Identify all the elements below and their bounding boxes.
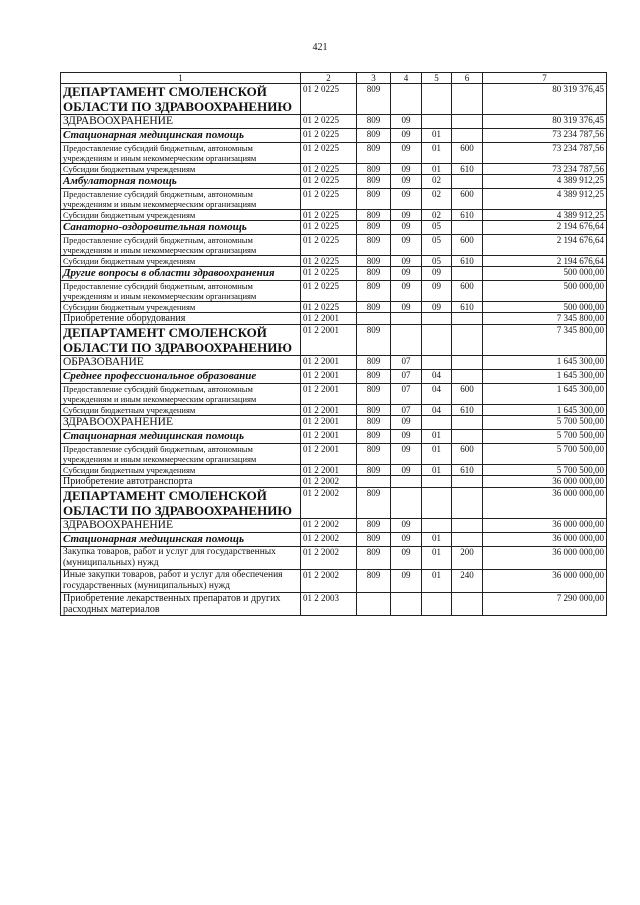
target-article-code: 01 2 0225 [301,281,357,302]
section-code: 09 [391,533,422,547]
expense-type-code [452,267,483,281]
target-article-code: 01 2 2002 [301,519,357,533]
administrator-code: 809 [357,221,391,235]
section-code: 09 [391,267,422,281]
table-row [61,267,607,281]
subsection-code: 01 [422,164,452,175]
administrator-code: 809 [357,281,391,302]
administrator-code: 809 [357,533,391,547]
administrator-code: 809 [357,164,391,175]
expense-type-code: 600 [452,281,483,302]
expense-type-code [452,325,483,356]
subsection-code: 04 [422,405,452,416]
row-name: Среднее профессиональное образование [61,370,301,384]
subsection-code: 02 [422,210,452,221]
section-code [391,593,422,616]
table-row [61,570,607,593]
amount: 5 700 500,00 [483,465,607,476]
row-name: Приобретение лекарственных препаратов и других расходных материалов [61,593,301,616]
expense-type-code [452,115,483,129]
section-code: 09 [391,210,422,221]
administrator-code: 809 [357,416,391,430]
subsection-code: 01 [422,430,452,444]
amount: 2 194 676,64 [483,256,607,267]
row-name: Приобретение автотранспорта [61,476,301,488]
row-name: Предоставление субсидий бюджетным, автономным учреждениям и иным некоммерческим организациям [61,444,301,465]
subsection-code [422,593,452,616]
section-code: 09 [391,129,422,143]
target-article-code: 01 2 2002 [301,533,357,547]
amount: 36 000 000,00 [483,476,607,488]
expense-type-code: 610 [452,465,483,476]
administrator-code: 809 [357,84,391,115]
subsection-code: 02 [422,189,452,210]
target-article-code: 01 2 0225 [301,84,357,115]
section-code: 09 [391,115,422,129]
row-name: ДЕПАРТАМЕНТ СМОЛЕНСКОЙ ОБЛАСТИ ПО ЗДРАВООХРАНЕНИЮ [61,325,301,356]
target-article-code: 01 2 2001 [301,444,357,465]
administrator-code: 809 [357,325,391,356]
table-row [61,416,607,430]
expense-type-code [452,221,483,235]
administrator-code: 809 [357,175,391,189]
expense-type-code [452,430,483,444]
subsection-code [422,115,452,129]
expense-type-code: 610 [452,210,483,221]
amount: 36 000 000,00 [483,488,607,519]
administrator-code: 809 [357,519,391,533]
subsection-code: 01 [422,547,452,570]
expense-type-code [452,593,483,616]
expense-type-code [452,476,483,488]
row-name: Приобретение оборудования [61,313,301,325]
section-code: 09 [391,444,422,465]
target-article-code: 01 2 0225 [301,164,357,175]
subsection-code: 01 [422,143,452,164]
row-name: ЗДРАВООХРАНЕНИЕ [61,416,301,430]
subsection-code: 09 [422,267,452,281]
administrator-code: 809 [357,384,391,405]
table-row [61,325,607,356]
subsection-code: 05 [422,256,452,267]
subsection-code: 01 [422,570,452,593]
amount: 36 000 000,00 [483,547,607,570]
target-article-code: 01 2 2002 [301,476,357,488]
amount: 500 000,00 [483,281,607,302]
administrator-code: 809 [357,488,391,519]
section-code: 09 [391,175,422,189]
section-code: 07 [391,356,422,370]
amount: 36 000 000,00 [483,533,607,547]
table-row [61,444,607,465]
target-article-code: 01 2 2003 [301,593,357,616]
column-number: 2 [301,73,357,84]
amount: 7 345 800,00 [483,313,607,325]
section-code [391,476,422,488]
expense-type-code: 600 [452,235,483,256]
amount: 4 389 912,25 [483,189,607,210]
table-row [61,143,607,164]
administrator-code: 809 [357,547,391,570]
target-article-code: 01 2 2002 [301,547,357,570]
administrator-code: 809 [357,256,391,267]
amount: 1 645 300,00 [483,356,607,370]
row-name: Предоставление субсидий бюджетным, автономным учреждениям и иным некоммерческим организациям [61,189,301,210]
subsection-code [422,476,452,488]
target-article-code: 01 2 2001 [301,356,357,370]
section-code [391,84,422,115]
row-name: Закупка товаров, работ и услуг для государственных (муниципальных) нужд [61,547,301,570]
row-name: ДЕПАРТАМЕНТ СМОЛЕНСКОЙ ОБЛАСТИ ПО ЗДРАВООХРАНЕНИЮ [61,84,301,115]
amount: 36 000 000,00 [483,570,607,593]
row-name: ЗДРАВООХРАНЕНИЕ [61,519,301,533]
row-name: Предоставление субсидий бюджетным, автономным учреждениям и иным некоммерческим организациям [61,235,301,256]
expense-type-code: 610 [452,256,483,267]
target-article-code: 01 2 2001 [301,370,357,384]
target-article-code: 01 2 2002 [301,488,357,519]
table-row [61,164,607,175]
row-name: Субсидии бюджетным учреждениям [61,405,301,416]
subsection-code [422,325,452,356]
amount: 500 000,00 [483,302,607,313]
target-article-code: 01 2 2001 [301,430,357,444]
subsection-code: 01 [422,533,452,547]
row-name: Стационарная медицинская помощь [61,129,301,143]
expense-type-code: 610 [452,405,483,416]
section-code: 09 [391,302,422,313]
target-article-code: 01 2 2001 [301,416,357,430]
target-article-code: 01 2 0225 [301,129,357,143]
subsection-code [422,356,452,370]
expense-type-code: 200 [452,547,483,570]
administrator-code: 809 [357,189,391,210]
amount: 5 700 500,00 [483,416,607,430]
table-row [61,476,607,488]
table-row [61,189,607,210]
amount: 4 389 912,25 [483,175,607,189]
expense-type-code: 610 [452,302,483,313]
administrator-code: 809 [357,115,391,129]
amount: 500 000,00 [483,267,607,281]
section-code [391,488,422,519]
section-code: 09 [391,143,422,164]
amount: 1 645 300,00 [483,370,607,384]
administrator-code: 809 [357,405,391,416]
amount: 36 000 000,00 [483,519,607,533]
row-name: Субсидии бюджетным учреждениям [61,164,301,175]
expense-type-code [452,84,483,115]
amount: 7 345 800,00 [483,325,607,356]
amount: 73 234 787,56 [483,164,607,175]
section-code: 09 [391,465,422,476]
section-code [391,325,422,356]
target-article-code: 01 2 2001 [301,405,357,416]
administrator-code: 809 [357,267,391,281]
row-name: Стационарная медицинская помощь [61,533,301,547]
subsection-code: 09 [422,281,452,302]
table-row [61,129,607,143]
administrator-code: 809 [357,302,391,313]
section-code [391,313,422,325]
subsection-code [422,519,452,533]
row-name: Санаторно-оздоровительная помощь [61,221,301,235]
target-article-code: 01 2 2001 [301,313,357,325]
section-code: 09 [391,281,422,302]
administrator-code: 809 [357,143,391,164]
target-article-code: 01 2 0225 [301,221,357,235]
target-article-code: 01 2 0225 [301,256,357,267]
column-number: 4 [391,73,422,84]
table-row [61,313,607,325]
expense-type-code: 600 [452,143,483,164]
section-code: 09 [391,221,422,235]
table-row [61,465,607,476]
column-number: 5 [422,73,452,84]
row-name: Амбулаторная помощь [61,175,301,189]
expense-type-code [452,356,483,370]
amount: 1 645 300,00 [483,405,607,416]
section-code: 09 [391,570,422,593]
target-article-code: 01 2 2001 [301,384,357,405]
table-row [61,547,607,570]
table-row [61,302,607,313]
subsection-code: 01 [422,444,452,465]
row-name: Предоставление субсидий бюджетным, автономным учреждениям и иным некоммерческим организациям [61,143,301,164]
subsection-code: 01 [422,465,452,476]
amount: 80 319 376,45 [483,115,607,129]
subsection-code: 04 [422,384,452,405]
expense-type-code: 600 [452,189,483,210]
row-name: Субсидии бюджетным учреждениям [61,465,301,476]
table-row [61,488,607,519]
administrator-code: 809 [357,570,391,593]
administrator-code: 809 [357,129,391,143]
expense-type-code [452,533,483,547]
table-row [61,533,607,547]
row-name: ЗДРАВООХРАНЕНИЕ [61,115,301,129]
budget-table [60,72,607,616]
table-row [61,356,607,370]
amount: 7 290 000,00 [483,593,607,616]
expense-type-code [452,416,483,430]
row-name: Предоставление субсидий бюджетным, автономным учреждениям и иным некоммерческим организациям [61,281,301,302]
row-name: Субсидии бюджетным учреждениям [61,256,301,267]
subsection-code: 05 [422,235,452,256]
administrator-code: 809 [357,235,391,256]
target-article-code: 01 2 0225 [301,302,357,313]
administrator-code: 809 [357,210,391,221]
target-article-code: 01 2 0225 [301,210,357,221]
expense-type-code [452,129,483,143]
table-row [61,519,607,533]
row-name: Другие вопросы в области здравоохранения [61,267,301,281]
target-article-code: 01 2 2002 [301,570,357,593]
column-number: 7 [483,73,607,84]
expense-type-code: 610 [452,164,483,175]
administrator-code [357,593,391,616]
administrator-code: 809 [357,356,391,370]
amount: 73 234 787,56 [483,129,607,143]
expense-type-code: 240 [452,570,483,593]
expense-type-code [452,175,483,189]
column-number: 6 [452,73,483,84]
subsection-code [422,488,452,519]
row-name: Иные закупки товаров, работ и услуг для обеспечения государственных (муниципальных) нужд [61,570,301,593]
column-number: 1 [61,73,301,84]
amount: 5 700 500,00 [483,444,607,465]
column-number-row [61,73,607,84]
subsection-code: 01 [422,129,452,143]
section-code: 09 [391,416,422,430]
amount: 5 700 500,00 [483,430,607,444]
section-code: 09 [391,235,422,256]
row-name: Стационарная медицинская помощь [61,430,301,444]
amount: 73 234 787,56 [483,143,607,164]
table-row [61,405,607,416]
page-number: 421 [312,42,328,53]
table-row [61,210,607,221]
row-name: Субсидии бюджетным учреждениям [61,210,301,221]
amount: 80 319 376,45 [483,84,607,115]
section-code: 09 [391,519,422,533]
expense-type-code: 600 [452,444,483,465]
expense-type-code [452,519,483,533]
administrator-code [357,476,391,488]
administrator-code: 809 [357,444,391,465]
row-name: Предоставление субсидий бюджетным, автономным учреждениям и иным некоммерческим организациям [61,384,301,405]
table-row [61,430,607,444]
section-code: 09 [391,430,422,444]
target-article-code: 01 2 2001 [301,325,357,356]
subsection-code: 04 [422,370,452,384]
subsection-code: 05 [422,221,452,235]
table-row [61,115,607,129]
administrator-code: 809 [357,430,391,444]
subsection-code: 09 [422,302,452,313]
section-code: 09 [391,547,422,570]
table-row [61,175,607,189]
table-row [61,370,607,384]
section-code: 09 [391,189,422,210]
table-row [61,384,607,405]
expense-type-code [452,488,483,519]
table-row [61,281,607,302]
amount: 4 389 912,25 [483,210,607,221]
row-name: ДЕПАРТАМЕНТ СМОЛЕНСКОЙ ОБЛАСТИ ПО ЗДРАВООХРАНЕНИЮ [61,488,301,519]
amount: 2 194 676,64 [483,221,607,235]
table-row [61,593,607,616]
expense-type-code [452,313,483,325]
row-name: Субсидии бюджетным учреждениям [61,302,301,313]
target-article-code: 01 2 0225 [301,267,357,281]
target-article-code: 01 2 2001 [301,465,357,476]
subsection-code [422,416,452,430]
expense-type-code: 600 [452,384,483,405]
amount: 1 645 300,00 [483,384,607,405]
table-row [61,256,607,267]
administrator-code [357,313,391,325]
row-name: ОБРАЗОВАНИЕ [61,356,301,370]
table-row [61,84,607,115]
amount: 2 194 676,64 [483,235,607,256]
target-article-code: 01 2 0225 [301,175,357,189]
subsection-code [422,313,452,325]
target-article-code: 01 2 0225 [301,115,357,129]
target-article-code: 01 2 0225 [301,235,357,256]
table-row [61,221,607,235]
column-number: 3 [357,73,391,84]
section-code: 09 [391,256,422,267]
section-code: 07 [391,370,422,384]
target-article-code: 01 2 0225 [301,189,357,210]
administrator-code: 809 [357,465,391,476]
expense-type-code [452,370,483,384]
administrator-code: 809 [357,370,391,384]
subsection-code [422,84,452,115]
section-code: 07 [391,384,422,405]
table-row [61,235,607,256]
target-article-code: 01 2 0225 [301,143,357,164]
subsection-code: 02 [422,175,452,189]
section-code: 07 [391,405,422,416]
section-code: 09 [391,164,422,175]
